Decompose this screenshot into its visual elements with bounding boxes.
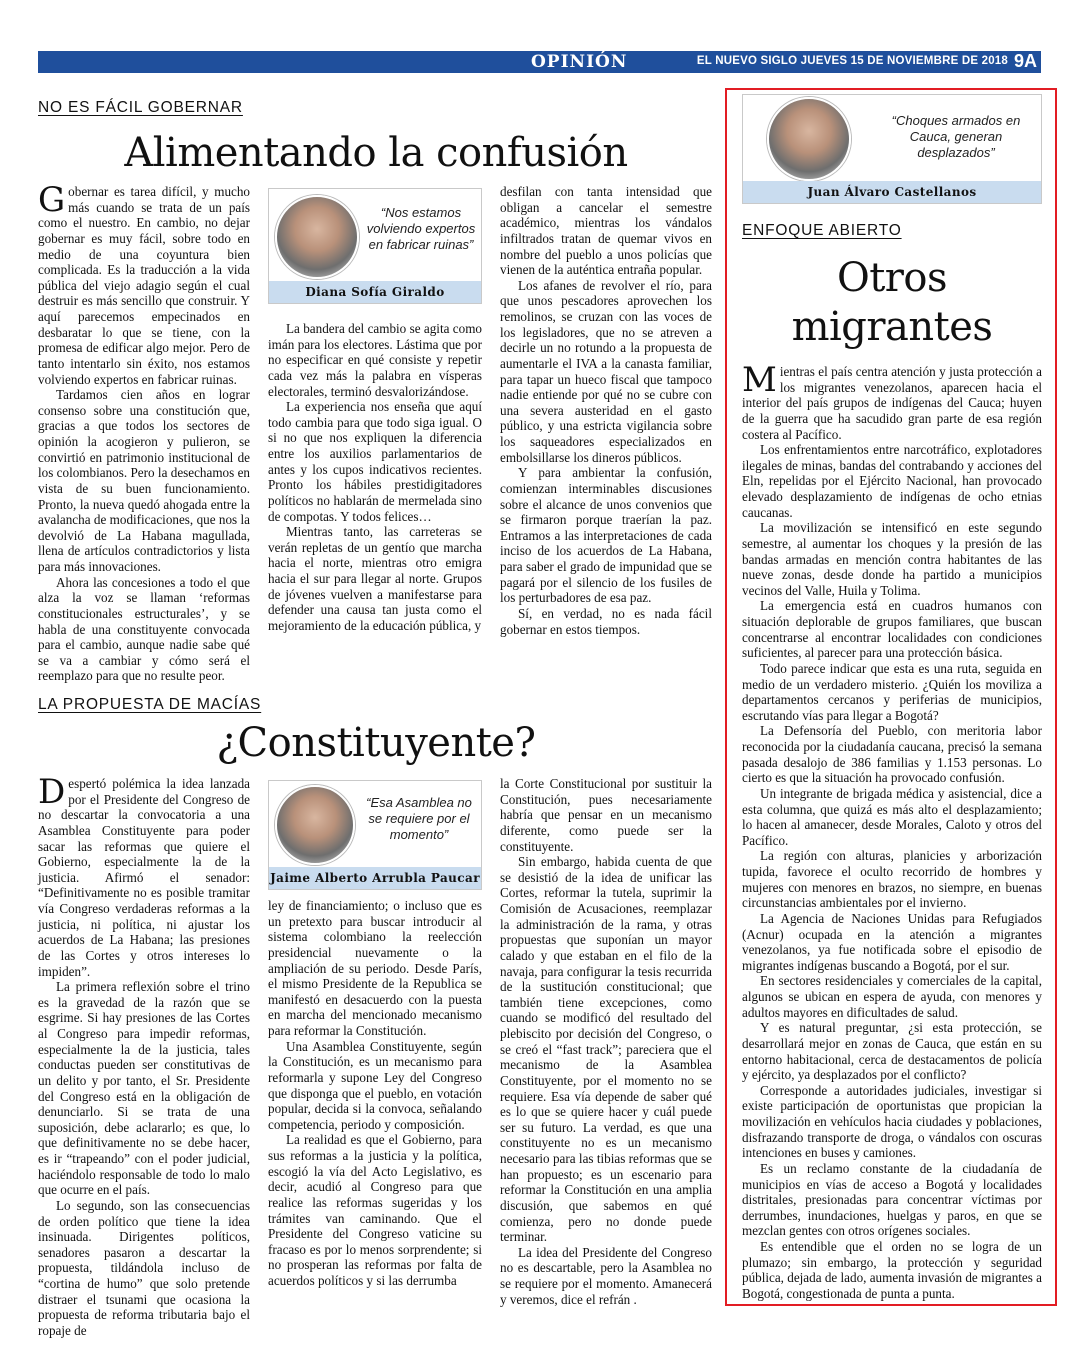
article1-paragraph: Ahora las concesiones a todo el que alza la voz se llaman ‘reformas constitucionales estructurales’, y se habla de una constituyente convocada para el cambio, aunque nadie sabe qué se va a cambiar y cómo será el reemplazo para que no resulte peor.	[38, 574, 250, 684]
article2-paragraph: La idea del Presidente del Congreso no es descartable, pero la Asamblea no se requiere por el momento. Amanecerá y veremos, dice el refrán .	[500, 1244, 712, 1307]
article3-title-line: Otros	[836, 255, 948, 301]
article1-column-3	[500, 184, 712, 637]
article1-paragraph: obernar es tarea difícil, y mucho más cuando se trata de un país como el nuestro. En cambio, no dejar gobernar es muy fácil, sobre todo en medio de una coyuntura bien complicada. Es la traducción a la vida pública del viejo adagio según el cual destruir es más sencillo que construir. Y aquí parecemos empecinados en desbaratar lo que se tiene, con la promesa de edificar algo mejor. Pero de tanto intentarlo sin éxito, nos estamos volviendo expertos en fabricar ruinas.	[38, 184, 250, 387]
article3-title-line: migrantes	[791, 304, 993, 350]
article2-column-2	[268, 898, 482, 1289]
article1-column-2	[268, 321, 482, 634]
article3-paragraph: Es un reclamo constante de la ciudadanía de municipios en vías de acceso a Bogotá y localidades distritales, presionadas para concentrar víctimas por derrumbes, inundaciones, huelgas y paros, en que se mezclan gentes con otros orígenes sociales.	[742, 1160, 1042, 1239]
pullquote-text: “Esa Asamblea no se requiere por el momento”	[366, 795, 472, 842]
paper-and-date: EL NUEVO SIGLO JUEVES 15 DE NOVIEMBRE DE 2018	[696, 55, 1008, 67]
article3-paragraph: La movilización se intensificó en este segundo semestre, al aumentar los choques y la presión de las bandas armadas en mención contra habitantes de las nueve zonas, desde donde ha partido a municipios vecinos del Valle, Huila y Tolima.	[742, 520, 1042, 598]
page-number: 9A	[1013, 51, 1037, 71]
author-name: Juan Álvaro Castellanos	[743, 181, 1041, 203]
article2-column-1	[38, 772, 250, 1339]
article2-pullquote	[268, 780, 482, 890]
article1-paragraph: Sí, en verdad, no es nada fácil gobernar en estos tiempos.	[500, 605, 712, 637]
article1-title: Alimentando la confusión	[124, 130, 628, 176]
author-name: Diana Sofía Giraldo	[269, 281, 481, 303]
article1-dropcap: G	[38, 180, 66, 220]
article3-paragraph: Es entendible que el orden no se logra de un plumazo; sin embargo, la protección y seguridad pública, dejada de lado, aumenta invasión de migrantes a Bogotá, congestionada de punta a punta.	[742, 1239, 1042, 1301]
article1-paragraph: desfilan con tanta intensidad que obligan a cancelar el semestre académico, mientras los vándalos infiltrados tratan de quemar vivos en nombre del pueblo a unos policías que vienen de la auténtica entraña popular.	[500, 184, 712, 278]
author-name: Jaime Alberto Arrubla Paucar	[269, 867, 481, 889]
article3-dropcap: M	[742, 360, 777, 400]
article3-body	[742, 360, 1042, 1302]
pullquote-text: “Nos estamos volviendo expertos en fabricar ruinas”	[366, 205, 476, 252]
article2-paragraph: Lo segundo, son las consecuencias de orden político que tiene la idea insinuada. Dirigentes políticos, senadores pasaron a descartar la propuesta, tildándola incluso de “cortina de humo” que solo pretende distraer el tsunami que ocasiona la propuesta de reforma tributaria bajo el ropaje de	[38, 1197, 250, 1338]
article1-paragraph: Mientras tanto, las carreteras se verán repletas de un gentío que marcha hacia el norte, mientras otro emigra hacia el sur para llegar al norte. Grupos de jóvenes vuelven a manifestarse para defender una causa tan justa como el mejoramiento de la educación pública, y	[268, 524, 482, 633]
author-photo-avatar	[767, 97, 851, 181]
article3-paragraph: ientras el país centra atención y justa protección a los migrantes venezolanos, aparecen hacia el interior del país grupos de indígenas del Cauca; huyen de la guerra que ha sacudido gran parte de esa región costera al Pacífico.	[742, 364, 1042, 442]
article3-paragraph: La Agencia de Naciones Unidas para Refugiados (Acnur) ocupada en la atención a migrantes venezolanos, ya fue notificada sobre el episodio de migrantes indígenas buscando a Bogotá, por el sur.	[742, 910, 1042, 973]
article2-paragraph: la Corte Constitucional por sustituir la Constitución, pues necesariamente habría que pensar en un mecanismo diferente, como puede ser la constituyente.	[500, 776, 712, 854]
article2-column-3	[500, 776, 712, 1307]
article1-pullquote	[268, 188, 482, 304]
article3-kicker: ENFOQUE ABIERTO	[742, 222, 902, 239]
page-header-bar	[38, 51, 1041, 73]
article1-paragraph: Tardamos cien años en lograr consenso sobre una constitución que, gracias a que todos los sectores de opinión la acogieron y pulieron, se convirtió en patrimonio institucional de los colombianos. Pero la desechamos en vista de su buen funcionamiento. Pronto, la nueva quedó ahogada entre la avalancha de modificaciones, que nos la devolvió de La Habana magullada, llena de artículos contradictorios y lista para más innovaciones.	[38, 387, 250, 574]
pullquote-text: “Choques armados en Cauca, generan desplazados”	[891, 113, 1021, 160]
article2-kicker: LA PROPUESTA DE MACÍAS	[38, 696, 262, 713]
article2-paragraph: La primera reflexión sobre el trino es la gravedad de la razón que se esgrime. Si hay presiones de las Cortes al Congreso para impedir reformas, especialmente la de la justicia, tales conductas pueden ser constitutivas de un delito y por tanto, el Sr. Presidente del Congreso está en la obligación de denunciarlo. Si se trata de una suposición, debe aclararlo; es que, lo que definitivamente no se debe hacer, es ir “trapeando” con el poder judicial, haciéndolo responsable de todo lo malo que ocurre en el país.	[38, 979, 250, 1198]
article1-paragraph: Y para ambientar la confusión, comienzan interminables discusiones sobre el alcance de unos convenios que se firmaron porque traerían la paz. Entramos a las interpretaciones de cada inciso de los acuerdos de La Habana, para saber el grado de impunidad que se pagará por el silencio de los fusiles de los perturbadores de esa paz.	[500, 465, 712, 606]
section-title: OPINIÓN	[531, 52, 628, 72]
article1-kicker: NO ES FÁCIL GOBERNAR	[38, 99, 243, 116]
article3-paragraph: Los enfrentamientos entre narcotráfico, explotadores ilegales de minas, bandas del contrabando y acciones del Eln, repelidas por el Ejército Nacional, han provocado elevado desplazamiento de indígenas de ocho etnias caucanas.	[742, 442, 1042, 520]
article3-paragraph: La emergencia está en cuadros humanos con situación deplorable de grupos familiares, que buscan concentrarse al encontrar localidades con condiciones suficientes, al parecer para una protección básica.	[742, 598, 1042, 661]
article3-paragraph: Y es natural preguntar, ¿si esta protección, se desarrollará mejor en zonas de Cauca, que están en su entorno habitacional, cerca de destacamentos de policía y ejército, ya desplazados por el conflicto?	[742, 1020, 1042, 1083]
article1-paragraph: La experiencia nos enseña que aquí todo cambia para que todo siga igual. O si no que nos expliquen la diferencia entre los auxilios parlamentarios de antes y los cupos indicativos recientes. Pronto los hábiles prestidigitadores políticos no hablarán de mermelada sino de compotas. Y todos felices…	[268, 399, 482, 524]
article1-paragraph: La bandera del cambio se agita como imán para los electores. Lástima que por no especificar en qué consiste y repetir cada vez más la palabra en vísperas electorales, terminó desvalorizándose.	[268, 321, 482, 399]
article3-paragraph: La Defensoría del Pueblo, con meritoria labor reconocida por la ciudadanía caucana, precisó la semana pasada desalojo de 386 familias y 1.153 personas. Lo cierto es que la situación ha provocado confusión.	[742, 723, 1042, 786]
article2-dropcap: D	[38, 772, 66, 812]
article3-paragraph: En sectores residenciales y comerciales de la capital, algunos se ubican en espera de ayuda, con menores y adultos mayores en dificultades de salud.	[742, 973, 1042, 1020]
article1-column-1	[38, 180, 250, 684]
article1-paragraph: Los afanes de revolver el río, para que unos pescadores aprovechen los remolinos, se cruzan con las voces de los legisladores, que no se atreven a decirle un no rotundo a la propuesta de aumentarle el IVA a la canasta familiar, para tapar un hueco fiscal que tampoco nadie entiende por qué no se cubre con una severa austeridad en el gasto público, y una estricta vigilancia sobre los saqueadores especializados en embolsillarse los dineros públicos.	[500, 277, 712, 465]
article3-paragraph: Un integrante de brigada médica y asistencial, dice a esta columna, que quizá es más alto el desplazamiento; lo hacen al amanecer, desde Morales, Caloto y otros del Pacífico.	[742, 785, 1042, 848]
article2-paragraph: Sin embargo, habida cuenta de que se desistió de la idea de unificar las Cortes, reformar la tutela, suprimir la Comisión de Acusaciones, reemplazar la administración de la rama, y otras propuestas que suponían un mayor calado y que estaban en el filo de la navaja, para configurar la tesis recurrida de la sustitución constitucional; que también tiene excepciones, como cuando se modificó del resultado del plebiscito por decisión del Congreso, o se creó el “fast track”; pareciera que el mecanismo de la Asamblea Constituyente, por el momento no se requiere. Esa vía depende de saber qué es lo que se quiere hacer y cuál puede ser su futuro. La verdad, es que una constituyente no es un mecanismo necesario para las tibias reformas que se han propuesto; es un escenario para reformar la Constitución en una amplia discusión, que sabemos en qué comienza, pero no donde puede terminar.	[500, 854, 712, 1245]
article2-paragraph: espertó polémica la idea lanzada por el Presidente del Congreso de no descartar la convocatoria a una Asamblea Constituyente para poder sacar las reformas que quiere el Gobierno, especialmente la de la justicia. Afirmó el senador: “Definitivamente no es posible tramitar vía Congreso verdaderas reformas a la justicia, ni política, ni ajustar los acuerdos de La Habana; las presiones de las Cortes y otros intereses lo impiden”.	[38, 776, 250, 979]
article3-paragraph: Corresponde a autoridades judiciales, investigar si existe participación de oportunistas que propician la movilización en vehículos hacia ciudades y poblaciones, disfrazando transporte de droga, o vándalos con oscuras intenciones en buses y camiones.	[742, 1082, 1042, 1161]
article2-paragraph: Una Asamblea Constituyente, según la Constitución, es un mecanismo para reformarla y supone Ley del Congreso que disponga que el pueblo, en votación popular, decida si la convoca, señalando competencia, periodo y composición.	[268, 1038, 482, 1132]
article3-paragraph: La región con alturas, planicies y arborización tupida, favorece el oculto recorrido de hombres y mujeres con menores en brazos, no siempre, en buenas circunstancias ambientales por el invierno.	[742, 848, 1042, 911]
article3-paragraph: Todo parece indicar que esta es una ruta, seguida en medio de un verdadero misterio. ¿Quién los moviliza a departamentos cercanos y periferias de municipios, escrutando vías para llegar a Bogotá?	[742, 660, 1042, 723]
article3-pullquote	[742, 94, 1042, 204]
article3-title	[740, 254, 1044, 352]
author-photo-avatar	[275, 195, 359, 279]
article2-paragraph: ley de financiamiento; o incluso que es un pretexto para buscar introducir al sistema colombiano la reelección presidencial nuevamente o la ampliación de su periodo. Desde París, el mismo Presidente de la Republica se manifestó en desacuerdo con la puesta en marcha del mencionado mecanismo para reformar la Constitución.	[268, 898, 482, 1038]
author-photo-avatar	[275, 785, 355, 865]
article2-title: ¿Constituyente?	[216, 720, 536, 766]
article2-paragraph: La realidad es que el Gobierno, para sus reformas a la justicia y la política, escogió la vía del Acto Legislativo, es decir, acudió al Congreso para que realice las reformas sugeridas y los trámites van caminando. Que el Presidente del Congreso vaticine su fracaso es por lo menos sorprendente; si no prosperan las reformas por falta de acuerdos políticos y si las derrumba	[268, 1132, 482, 1288]
